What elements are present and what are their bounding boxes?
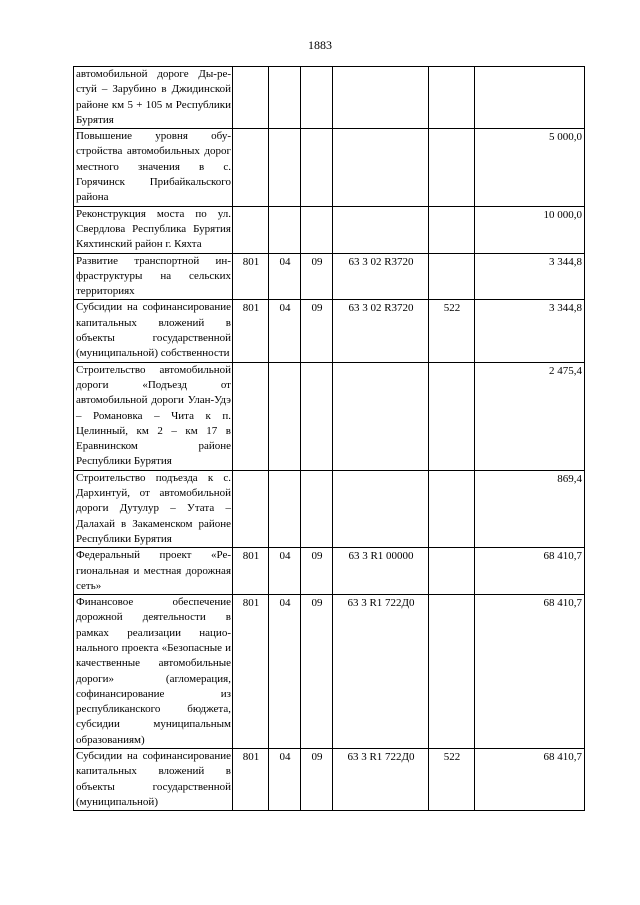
table-row (74, 595, 585, 749)
row-name-cell: автомобильной дороге Ды-рестуй – Зарубино в Джидинской районе км 5 + 105 м Республики Бурятия (74, 67, 233, 129)
section-code-cell (269, 129, 301, 206)
subsection-code-cell (301, 206, 333, 253)
amount-cell (475, 67, 585, 129)
target-article-cell: 63 3 R1 722Д0 (333, 595, 429, 749)
ministry-code-cell (233, 129, 269, 206)
target-article-cell (333, 470, 429, 547)
row-name-cell: Федеральный проект «Региональная и местная дорожная сеть» (74, 548, 233, 595)
row-name-cell: Повышение уровня обустройства автомобильных дорог местного значения в с. Горячинск Прибайкальского района (74, 129, 233, 206)
row-name-cell: Развитие транспортной инфраструктуры на сельских территориях (74, 253, 233, 300)
target-article-cell (333, 362, 429, 470)
subsection-code-cell: 09 (301, 300, 333, 362)
ministry-code-cell: 801 (233, 548, 269, 595)
budget-table (73, 66, 585, 811)
amount-cell: 2 475,4 (475, 362, 585, 470)
expense-type-cell (429, 470, 475, 547)
row-name-cell: Строительство автомобильной дороги «Подъезд от автомобильной дороги Улан-Удэ – Романовка – Чита к п. Целинный, км 2 – км 17 в Еравнинском районе Республики Бурятия (74, 362, 233, 470)
ministry-code-cell (233, 362, 269, 470)
ministry-code-cell: 801 (233, 300, 269, 362)
section-code-cell (269, 206, 301, 253)
section-code-cell: 04 (269, 749, 301, 811)
target-article-cell: 63 3 02 R3720 (333, 253, 429, 300)
table-row (74, 129, 585, 206)
table-row (74, 253, 585, 300)
expense-type-cell: 522 (429, 749, 475, 811)
target-article-cell: 63 3 R1 00000 (333, 548, 429, 595)
amount-cell: 3 344,8 (475, 253, 585, 300)
ministry-code-cell: 801 (233, 253, 269, 300)
ministry-code-cell (233, 67, 269, 129)
section-code-cell (269, 67, 301, 129)
subsection-code-cell (301, 129, 333, 206)
subsection-code-cell (301, 362, 333, 470)
budget-table-body (74, 67, 585, 811)
row-name-cell: Строительство подъезда к с. Дархинтуй, от автомобильной дороги Дутулур – Утата – Далахай в Закаменском районе Республики Бурятия (74, 470, 233, 547)
expense-type-cell (429, 595, 475, 749)
section-code-cell (269, 362, 301, 470)
ministry-code-cell: 801 (233, 595, 269, 749)
expense-type-cell (429, 129, 475, 206)
row-name-cell: Субсидии на софинансирование капитальных вложений в объекты государственной (муниципальной) (74, 749, 233, 811)
expense-type-cell (429, 253, 475, 300)
table-row (74, 749, 585, 811)
ministry-code-cell (233, 206, 269, 253)
section-code-cell: 04 (269, 595, 301, 749)
target-article-cell: 63 3 R1 722Д0 (333, 749, 429, 811)
amount-cell: 68 410,7 (475, 749, 585, 811)
table-row (74, 67, 585, 129)
ministry-code-cell: 801 (233, 749, 269, 811)
amount-cell: 68 410,7 (475, 595, 585, 749)
table-row (74, 548, 585, 595)
table-row (74, 206, 585, 253)
amount-cell: 68 410,7 (475, 548, 585, 595)
subsection-code-cell (301, 470, 333, 547)
section-code-cell: 04 (269, 300, 301, 362)
subsection-code-cell: 09 (301, 595, 333, 749)
row-name-cell: Реконструкция моста по ул. Свердлова Республика Бурятия Кяхтинский район г. Кяхта (74, 206, 233, 253)
target-article-cell: 63 3 02 R3720 (333, 300, 429, 362)
row-name-cell: Финансовое обеспечение дорожной деятельности в рамках реализации национального проекта «Безопасные и качественные автомобильные дороги» (агломерация, софинансирование из республиканского бюджета, субсидии муниципальным образованиям) (74, 595, 233, 749)
amount-cell: 5 000,0 (475, 129, 585, 206)
target-article-cell (333, 67, 429, 129)
table-row (74, 362, 585, 470)
expense-type-cell (429, 362, 475, 470)
section-code-cell: 04 (269, 548, 301, 595)
expense-type-cell (429, 548, 475, 595)
section-code-cell: 04 (269, 253, 301, 300)
row-name-cell: Субсидии на софинансирование капитальных вложений в объекты государственной (муниципальной) собственности (74, 300, 233, 362)
table-row (74, 300, 585, 362)
ministry-code-cell (233, 470, 269, 547)
amount-cell: 3 344,8 (475, 300, 585, 362)
target-article-cell (333, 129, 429, 206)
subsection-code-cell: 09 (301, 253, 333, 300)
subsection-code-cell (301, 67, 333, 129)
expense-type-cell (429, 67, 475, 129)
subsection-code-cell: 09 (301, 548, 333, 595)
amount-cell: 10 000,0 (475, 206, 585, 253)
table-row (74, 470, 585, 547)
section-code-cell (269, 470, 301, 547)
amount-cell: 869,4 (475, 470, 585, 547)
target-article-cell (333, 206, 429, 253)
expense-type-cell (429, 206, 475, 253)
page-number: 1883 (308, 38, 332, 52)
subsection-code-cell: 09 (301, 749, 333, 811)
expense-type-cell: 522 (429, 300, 475, 362)
